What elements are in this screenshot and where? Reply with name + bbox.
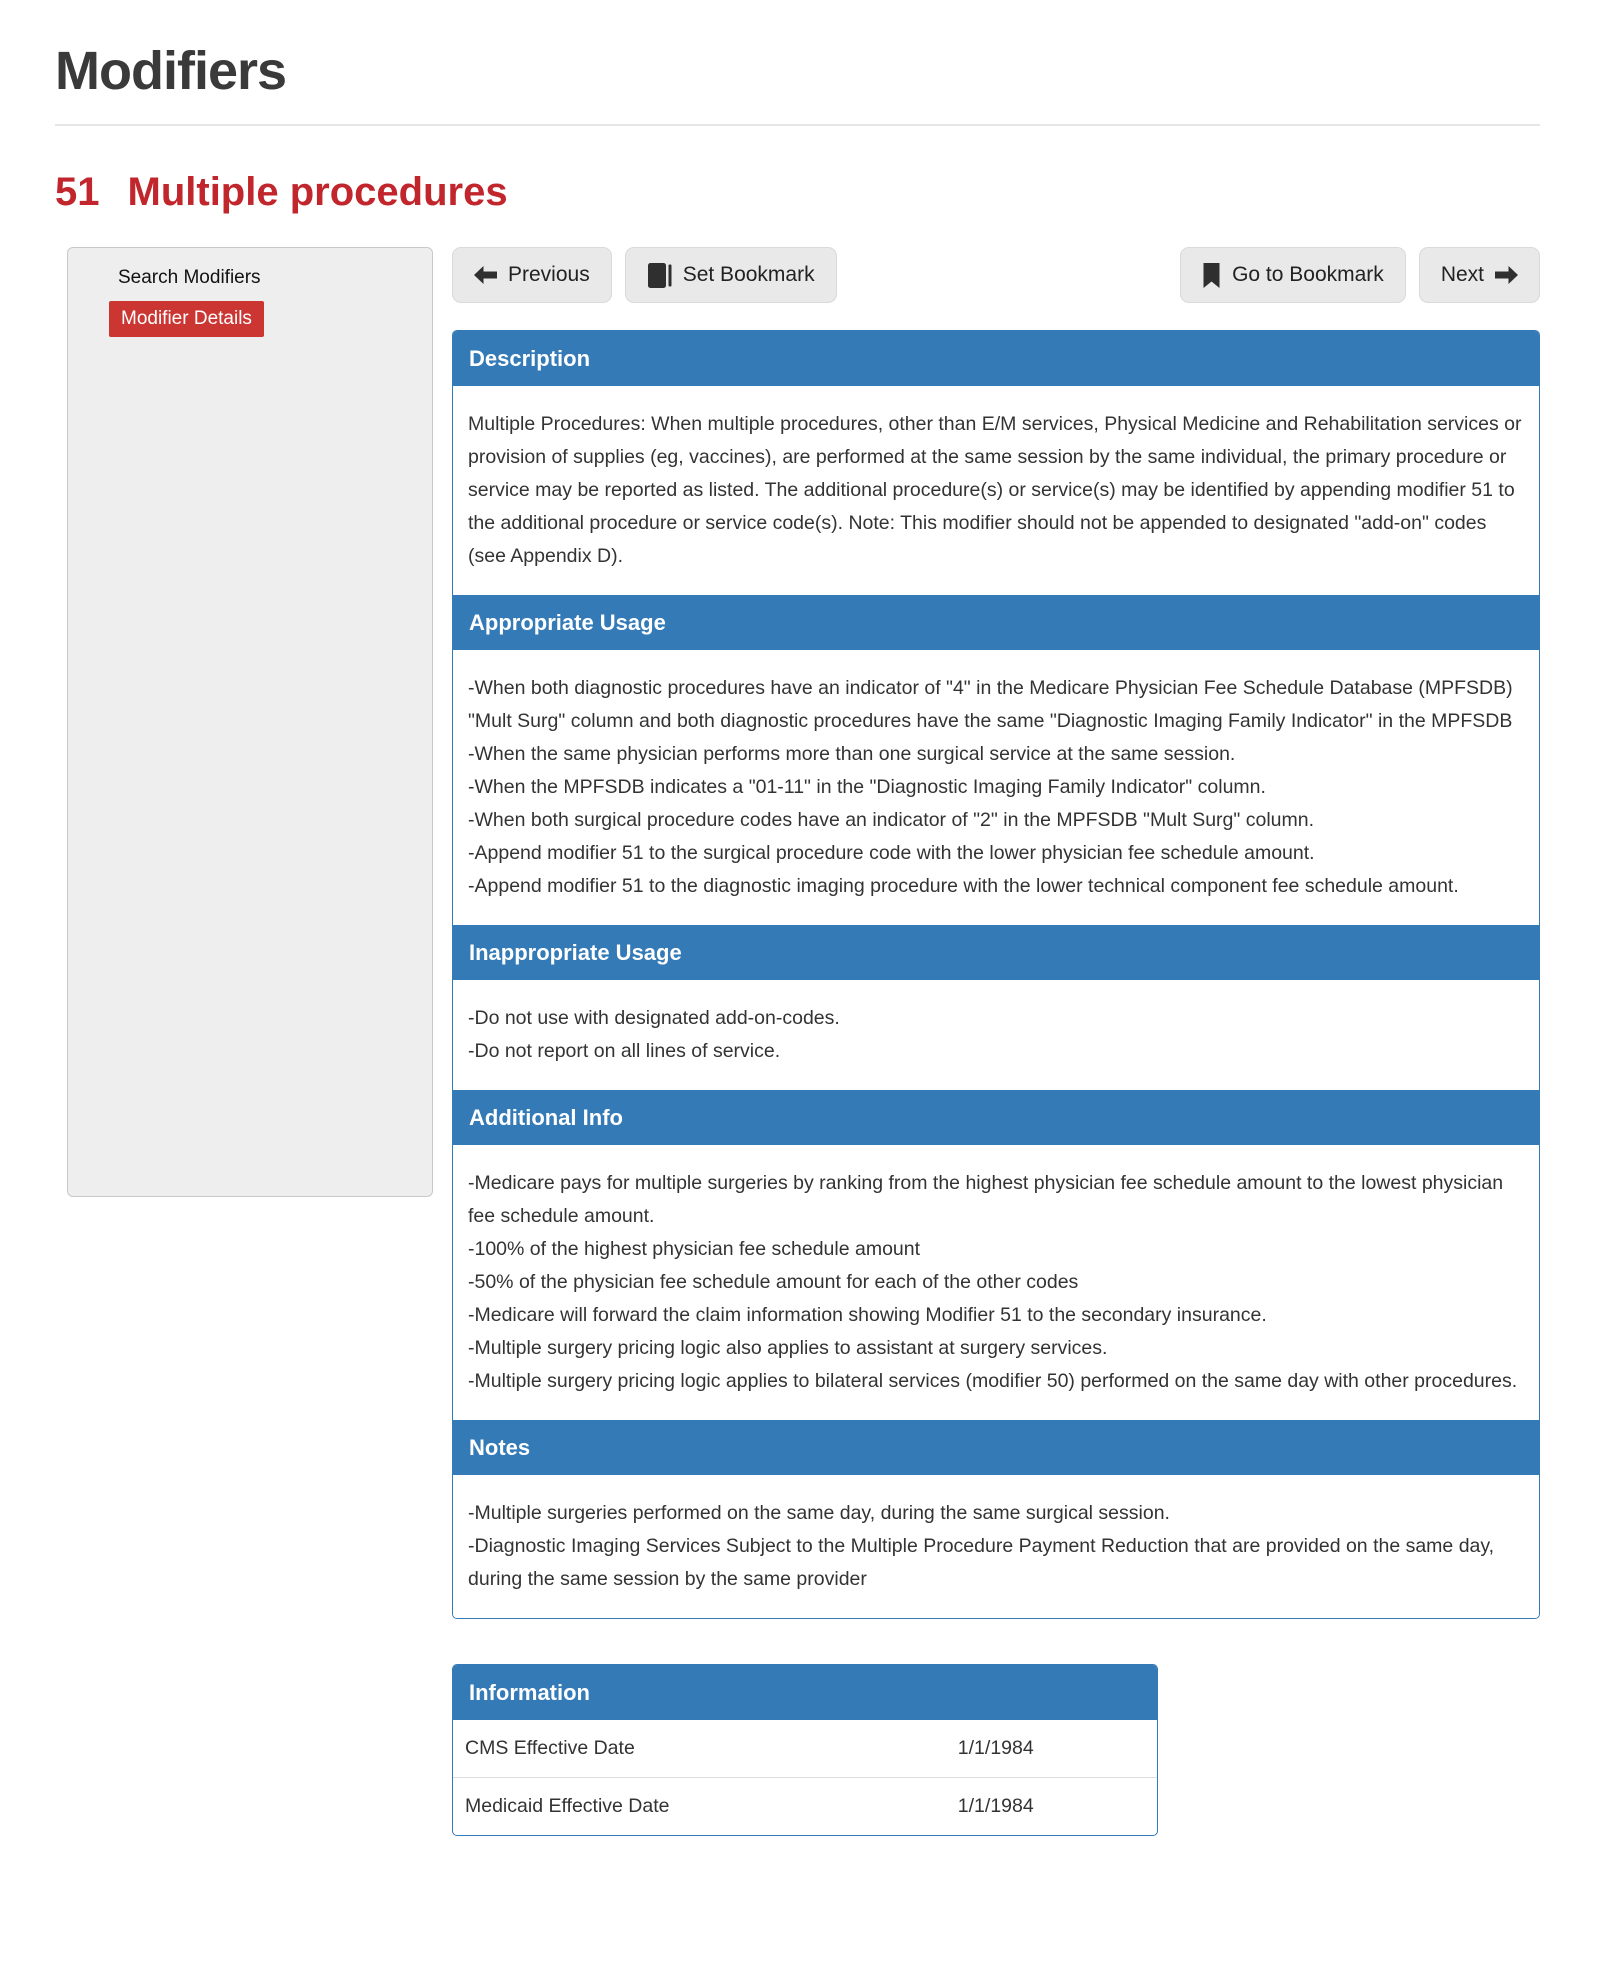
toolbar-right-group [1180,247,1540,303]
bookmark-icon [1202,263,1221,288]
title-divider [55,124,1540,126]
section-heading-description: Description [453,331,1539,386]
section-body-inappropriate-usage [453,980,1539,1090]
section-body-appropriate-usage [453,650,1539,925]
cms-effective-date-label: CMS Effective Date [465,1737,635,1759]
medicaid-effective-date-label: Medicaid Effective Date [453,1778,946,1836]
info-line: -100% of the highest physician fee schedule amount [468,1238,921,1260]
arrow-left-icon [474,266,497,284]
info-line: -50% of the physician fee schedule amount for each of the other codes [468,1271,1079,1293]
usage-line: -Do not use with designated add-on-codes. [468,1007,840,1029]
table-row [453,1778,1157,1836]
section-heading-appropriate-usage: Appropriate Usage [453,595,1539,650]
book-icon [647,262,672,289]
modifier-heading [55,170,1540,215]
medicaid-effective-date-value: 1/1/1984 [946,1778,1157,1836]
content-row [55,247,1540,1836]
toolbar [452,247,1540,303]
section-heading-notes: Notes [453,1420,1539,1475]
usage-line: -When both diagnostic procedures have an indicator of "4" in the Medicare Physician Fee Schedule Database (MPFSDB) "Mult Surg" column and both diagnostic procedures have the same "Diagnostic Imaging Family Indicator" in the MPFSDB [468,677,1513,732]
info-line: -Multiple surgery pricing logic also applies to assistant at surgery services. [468,1337,1108,1359]
page-title: Modifiers [55,41,287,101]
modifier-name: Multiple procedures [127,170,508,214]
set-bookmark-button-label: Set Bookmark [682,263,815,286]
note-line: -Multiple surgeries performed on the same day, during the same surgical session. [468,1502,1170,1524]
next-button[interactable] [1419,247,1540,303]
section-body-description [453,386,1539,595]
go-to-bookmark-button[interactable] [1180,247,1406,303]
info-line: -Multiple surgery pricing logic applies to bilateral services (modifier 50) performed on the same day with other procedures. [468,1370,1518,1392]
sidebar-item-modifier-details[interactable]: Modifier Details [109,301,264,337]
information-panel [452,1664,1158,1836]
usage-line: -Append modifier 51 to the diagnostic imaging procedure with the lower technical component fee schedule amount. [468,875,1459,897]
sidebar [67,247,433,1197]
set-bookmark-button[interactable] [625,247,837,303]
go-to-bookmark-button-label: Go to Bookmark [1232,263,1384,286]
previous-button-label: Previous [508,263,590,286]
section-heading-inappropriate-usage: Inappropriate Usage [453,925,1539,980]
section-body-notes [453,1475,1539,1618]
sidebar-item-search-modifiers[interactable]: Search Modifiers [118,267,261,288]
table-row [453,1720,1157,1778]
information-table [453,1720,1157,1835]
section-heading-additional-info: Additional Info [453,1090,1539,1145]
usage-line: -Do not report on all lines of service. [468,1040,781,1062]
arrow-right-icon [1495,266,1518,284]
note-line: -Diagnostic Imaging Services Subject to the Multiple Procedure Payment Reduction that are provided on the same day, during the same session by the same provider [468,1535,1495,1590]
previous-button[interactable] [452,247,612,303]
info-line: -Medicare will forward the claim information showing Modifier 51 to the secondary insurance. [468,1304,1267,1326]
usage-line: -When the MPFSDB indicates a "01-11" in the "Diagnostic Imaging Family Indicator" column. [468,776,1266,798]
info-line: -Medicare pays for multiple surgeries by ranking from the highest physician fee schedule amount to the lowest physician fee schedule amount. [468,1172,1504,1227]
section-body-additional-info [453,1145,1539,1420]
description-text: Multiple Procedures: When multiple procedures, other than E/M services, Physical Medicine and Rehabilitation services or provision of supplies (eg, vaccines), are performed at the same session by the same individual, the primary procedure or service may be reported as listed. The additional procedure(s) or service(s) may be identified by appending modifier 51 to the additional procedure or service code(s). Note: This modifier should not be appended to designated "add-on" codes (see Appendix D). [468,413,1522,567]
cms-effective-date-value: 1/1/1984 [957,1737,1034,1759]
toolbar-left-group [452,247,837,303]
information-heading: Information [453,1665,1157,1720]
modifier-code: 51 [55,170,100,214]
usage-line: -When the same physician performs more than one surgical service at the same session. [468,743,1236,765]
usage-line: -When both surgical procedure codes have an indicator of "2" in the MPFSDB "Mult Surg" column. [468,809,1315,831]
modifier-detail-panel [452,330,1540,1619]
main-content [452,247,1540,1836]
next-button-label: Next [1440,263,1484,286]
usage-line: -Append modifier 51 to the surgical procedure code with the lower physician fee schedule amount. [468,842,1315,864]
